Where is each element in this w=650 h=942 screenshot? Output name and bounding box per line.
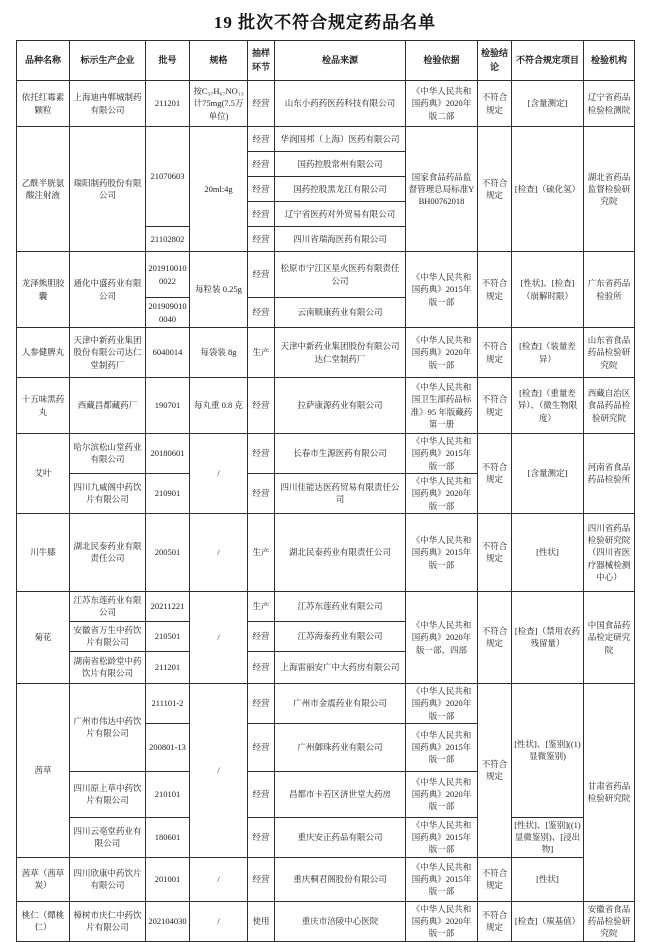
table-cell: 经营 xyxy=(248,723,275,771)
table-cell: 乙酰半胱氨酸注射液 xyxy=(17,127,70,252)
table-cell: 经营 xyxy=(248,817,275,857)
table-cell: 200801-13 xyxy=(146,723,190,771)
table-cell: 广州御珠药业有限公司 xyxy=(275,723,406,771)
table-cell: 21070603 xyxy=(146,127,190,227)
table-cell: 西藏自治区食品药品检验研究院 xyxy=(584,378,635,434)
table-cell: 不符合规定 xyxy=(478,513,512,591)
column-header: 检品来源 xyxy=(275,41,406,81)
table-cell: [含量测定] xyxy=(512,434,584,514)
table-cell: 依托红霉素颗粒 xyxy=(17,81,70,127)
table-cell: 《中华人民共和国药典》2020年版一部、四部 xyxy=(406,591,478,683)
table-cell: 重庆安正药品有限公司 xyxy=(275,817,406,857)
table-cell: 菊花 xyxy=(17,591,70,683)
table-cell: [检查]（羰基值） xyxy=(512,901,584,941)
table-cell: 经营 xyxy=(248,473,275,513)
table-cell: 经营 xyxy=(248,177,275,202)
table-cell: 天津中新药业集团股份有限公司达仁堂制药厂 xyxy=(275,328,406,378)
drug-list-table xyxy=(16,40,635,942)
table-cell: 201001 xyxy=(146,857,190,901)
table-row xyxy=(17,81,635,127)
table-cell: 《中华人民共和国药典》2020年版一部 xyxy=(406,328,478,378)
table-cell: 不符合规定 xyxy=(478,127,512,252)
table-cell: 四川欣康中药饮片有限公司 xyxy=(70,857,146,901)
table-cell: 不符合规定 xyxy=(478,901,512,941)
table-cell: 江苏东莲药业有限公司 xyxy=(70,591,146,621)
table-cell: 经营 xyxy=(248,81,275,127)
table-cell: [检查]（硫化氢） xyxy=(512,127,584,252)
table-cell: 2019100100022 xyxy=(146,252,190,298)
table-cell: 辽宁省医药对外贸易有限公司 xyxy=(275,202,406,227)
table-cell: 经营 xyxy=(248,651,275,683)
table-row xyxy=(17,901,635,941)
table-cell: 山东小药药医药科技有限公司 xyxy=(275,81,406,127)
table-cell: 《中华人民共和国药典》2015年版一部 xyxy=(406,723,478,771)
table-cell: 经营 xyxy=(248,378,275,434)
column-header: 规格 xyxy=(190,41,248,81)
table-cell: [性状]、[鉴别]((1)显微鉴别)、[浸出物] xyxy=(512,817,584,857)
table-cell: 江苏海泰药业有限公司 xyxy=(275,621,406,651)
page-title: 19 批次不符合规定药品名单 xyxy=(213,13,437,32)
table-cell: 国药控股黑龙江有限公司 xyxy=(275,177,406,202)
table-cell: [性状]、[鉴别]((1)显微鉴别) xyxy=(512,683,584,817)
table-cell: / xyxy=(190,591,248,683)
table-cell: 《中华人民共和国药典》2020年版一部 xyxy=(406,473,478,513)
table-cell: / xyxy=(190,683,248,857)
table-cell: [性状] xyxy=(512,513,584,591)
table-cell: 四川省瑞海医药有限公司 xyxy=(275,227,406,252)
column-header: 标示生产企业 xyxy=(70,41,146,81)
table-cell: 190701 xyxy=(146,378,190,434)
table-cell: 每袋装 8g xyxy=(190,328,248,378)
table-cell: 四川省药品检验研究院（四川省医疗器械检测中心） xyxy=(584,513,635,591)
table-cell: 210101 xyxy=(146,771,190,817)
table-cell: 《中华人民共和国药典》2020年版二部 xyxy=(406,81,478,127)
table-cell: 樟树市庆仁中药饮片有限公司 xyxy=(70,901,146,941)
table-row xyxy=(17,513,635,591)
table-cell: 20180601 xyxy=(146,434,190,474)
table-cell: 210501 xyxy=(146,621,190,651)
table-cell: 甘肃省药品检验研究院 xyxy=(584,683,635,901)
table-cell: 河南省食品药品检验所 xyxy=(584,434,635,514)
table-cell: 经营 xyxy=(248,252,275,298)
table-cell: 不符合规定 xyxy=(478,81,512,127)
table-cell: 经营 xyxy=(248,152,275,177)
table-cell: 不符合规定 xyxy=(478,857,512,901)
table-cell: 经营 xyxy=(248,857,275,901)
table-cell: 每丸重 0.8 克 xyxy=(190,378,248,434)
table-cell: 2019090100040 xyxy=(146,298,190,328)
table-row xyxy=(17,378,635,434)
table-cell: 不符合规定 xyxy=(478,378,512,434)
table-cell: 180601 xyxy=(146,817,190,857)
table-cell: 重庆桐君阁股份有限公司 xyxy=(275,857,406,901)
table-row xyxy=(17,328,635,378)
table-cell: 广州市伟达中药饮片有限公司 xyxy=(70,683,146,771)
table-cell: 《中华人民共和国药典》2015年版一部 xyxy=(406,857,478,901)
column-header: 品种名称 xyxy=(17,41,70,81)
table-cell: 山东省食品药品检验研究院 xyxy=(584,328,635,378)
table-cell: 通化中盛药业有限公司 xyxy=(70,252,146,328)
table-row xyxy=(17,683,635,723)
table-cell: 不符合规定 xyxy=(478,434,512,514)
table-cell: 生产 xyxy=(248,328,275,378)
table-cell: / xyxy=(190,901,248,941)
table-cell: 昌都市卡若区济世堂大药房 xyxy=(275,771,406,817)
table-cell: 人参健脾丸 xyxy=(17,328,70,378)
table-cell: 211201 xyxy=(146,651,190,683)
table-row xyxy=(17,252,635,298)
table-cell: 江苏东莲药业有限公司 xyxy=(275,591,406,621)
table-cell: 拉萨康源药业有限公司 xyxy=(275,378,406,434)
table-cell: 生产 xyxy=(248,591,275,621)
table-cell: [性状] xyxy=(512,857,584,901)
table-cell: 国家食品药品监督管理总局标准YBH00762018 xyxy=(406,127,478,252)
table-cell: 华润国邦（上海）医药有限公司 xyxy=(275,127,406,152)
table-header xyxy=(17,41,635,81)
table-cell: 广州市金震药业有限公司 xyxy=(275,683,406,723)
column-header: 不符合规定项目 xyxy=(512,41,584,81)
table-cell: 20ml:4g xyxy=(190,127,248,252)
table-cell: / xyxy=(190,434,248,514)
table-cell: [检查]（重量差异）、（微生物限度） xyxy=(512,378,584,434)
table-cell: 20211221 xyxy=(146,591,190,621)
column-header: 检验机构 xyxy=(584,41,635,81)
table-cell: 《中华人民共和国药典》2015年版一部 xyxy=(406,817,478,857)
table-cell: 湖北民泰药业有限责任公司 xyxy=(275,513,406,591)
table-cell: 不符合规定 xyxy=(478,591,512,683)
table-cell: 《中华人民共和国药典》2020年版一部 xyxy=(406,771,478,817)
table-cell: 《中华人民共和国卫生部药品标准》95 年版藏药第一册 xyxy=(406,378,478,434)
column-header: 检验依据 xyxy=(406,41,478,81)
table-cell: 湖南省松龄堂中药饮片有限公司 xyxy=(70,651,146,683)
table-cell: 安徽省食品药品检验研究院 xyxy=(584,901,635,941)
table-cell: 211101-2 xyxy=(146,683,190,723)
table-cell: 西藏昌都藏药厂 xyxy=(70,378,146,434)
column-header: 检验结论 xyxy=(478,41,512,81)
table-cell: 上海迪冉郸城制药有限公司 xyxy=(70,81,146,127)
table-cell: 国药控股常州有限公司 xyxy=(275,152,406,177)
table-cell: 哈尔滨松山堂药业有限公司 xyxy=(70,434,146,474)
table-cell: 按C₃₇H₆₇NO₁₃计75mg(7.5万单位) xyxy=(190,81,248,127)
table-cell: 经营 xyxy=(248,227,275,252)
table-cell: 四川云亳堂药业有限公司 xyxy=(70,817,146,857)
table-cell: [检查]（禁用农药残留量） xyxy=(512,591,584,683)
table-cell: 长春市生源医药有限公司 xyxy=(275,434,406,474)
column-header: 抽样环节 xyxy=(248,41,275,81)
table-cell: 松原市宁江区星火医药有限责任公司 xyxy=(275,252,406,298)
table-row xyxy=(17,434,635,474)
table-cell: / xyxy=(190,857,248,901)
table-cell: 四川原上草中药饮片有限公司 xyxy=(70,771,146,817)
table-row xyxy=(17,817,635,857)
table-cell: 经营 xyxy=(248,683,275,723)
table-cell: 安徽省万生中药饮片有限公司 xyxy=(70,621,146,651)
table-cell: 每粒装 0.25g xyxy=(190,252,248,328)
table-cell: / xyxy=(190,513,248,591)
table-cell: 经营 xyxy=(248,127,275,152)
table-cell: 211201 xyxy=(146,81,190,127)
table-cell: 瑞阳制药股份有限公司 xyxy=(70,127,146,252)
table-cell: 《中华人民共和国药典》2015年版一部 xyxy=(406,252,478,328)
table-cell: 广东省药品检验所 xyxy=(584,252,635,328)
table-cell: 中国食品药品检定研究院 xyxy=(584,591,635,683)
table-cell: 桃仁（燀桃仁） xyxy=(17,901,70,941)
table-cell: 《中华人民共和国药典》2020年版一部 xyxy=(406,683,478,723)
table-body xyxy=(17,81,635,942)
table-cell: 生产 xyxy=(248,513,275,591)
table-cell: 经营 xyxy=(248,621,275,651)
table-cell: 十五味黑药丸 xyxy=(17,378,70,434)
table-cell: 重庆市涪陵中心医院 xyxy=(275,901,406,941)
table-cell: 四川佳能达医药贸易有限责任公司 xyxy=(275,473,406,513)
table-cell: [含量测定] xyxy=(512,81,584,127)
table-cell: 茜草（茜草炭） xyxy=(17,857,70,901)
table-cell: 使用 xyxy=(248,901,275,941)
table-row xyxy=(17,127,635,152)
table-cell: 6040014 xyxy=(146,328,190,378)
table-cell: 龙泽熊胆胶囊 xyxy=(17,252,70,328)
table-cell: 21102802 xyxy=(146,227,190,252)
table-cell: 辽宁省药品检验检测院 xyxy=(584,81,635,127)
table-cell: 经营 xyxy=(248,771,275,817)
table-cell: 202104030 xyxy=(146,901,190,941)
table-cell: 上海雷丽安广中大药房有限公司 xyxy=(275,651,406,683)
table-cell: 《中华人民共和国药典》2015年版一部 xyxy=(406,434,478,474)
table-cell: [性状]、[检查]（崩解时限） xyxy=(512,252,584,328)
table-cell: 《中华人民共和国药典》2020年版一部 xyxy=(406,901,478,941)
table-cell: 湖北民泰药业有限责任公司 xyxy=(70,513,146,591)
column-header: 批号 xyxy=(146,41,190,81)
table-header-row xyxy=(17,41,635,81)
table-cell: 茜草 xyxy=(17,683,70,857)
table-cell: 经营 xyxy=(248,202,275,227)
table-cell: 不符合规定 xyxy=(478,252,512,328)
table-cell: 湖北省药品监督检验研究院 xyxy=(584,127,635,252)
table-cell: 天津中新药业集团股份有限公司达仁堂制药厂 xyxy=(70,328,146,378)
table-cell: 不符合规定 xyxy=(478,683,512,857)
table-cell: 不符合规定 xyxy=(478,328,512,378)
table-cell: 经营 xyxy=(248,298,275,328)
table-cell: 《中华人民共和国药典》2015年版一部 xyxy=(406,513,478,591)
table-cell: 川牛膝 xyxy=(17,513,70,591)
table-cell: 210901 xyxy=(146,473,190,513)
table-cell: 艾叶 xyxy=(17,434,70,514)
table-cell: 四川九威阁中药饮片有限公司 xyxy=(70,473,146,513)
table-cell: 200501 xyxy=(146,513,190,591)
table-row xyxy=(17,591,635,621)
table-cell: [检查]（装量差异） xyxy=(512,328,584,378)
table-cell: 经营 xyxy=(248,434,275,474)
table-row xyxy=(17,857,635,901)
table-cell: 云南顺康药业有限公司 xyxy=(275,298,406,328)
